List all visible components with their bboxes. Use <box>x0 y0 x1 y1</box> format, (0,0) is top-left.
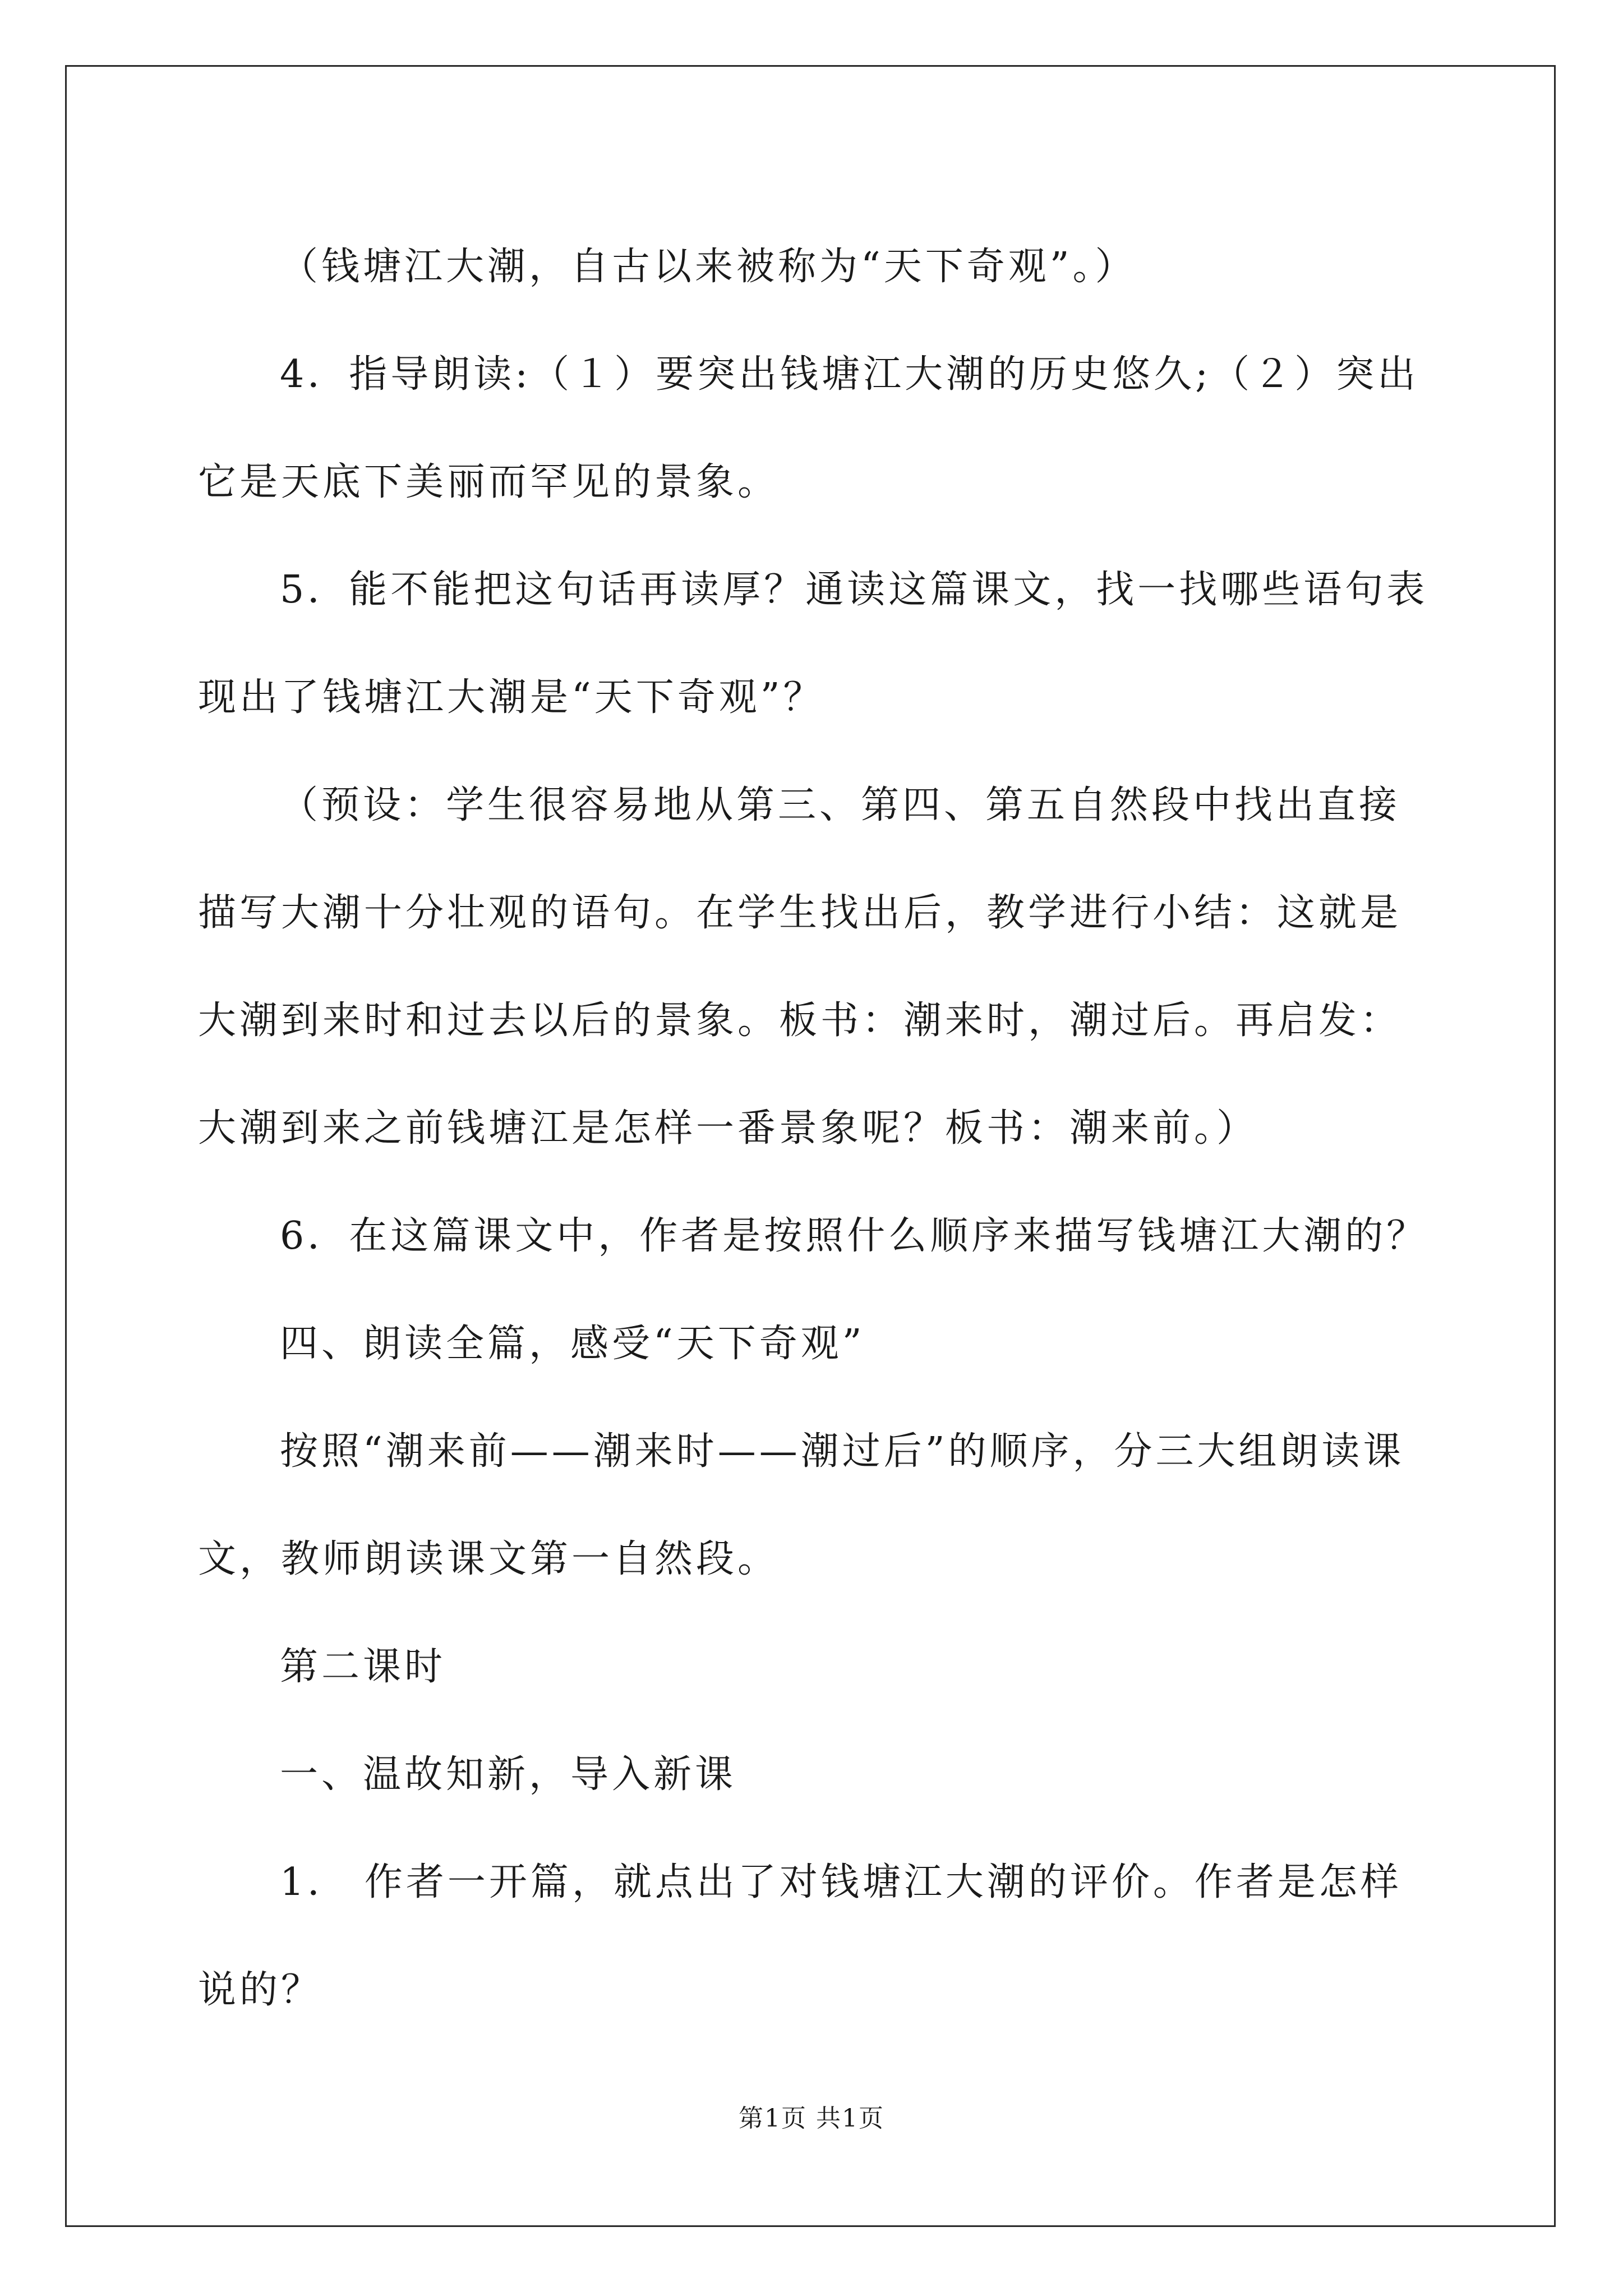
paragraph: 5．能不能把这句话再读厚？通读这篇课文，找一找哪些语句表现出了钱塘江大潮是“天下奇观”？ <box>198 568 1428 720</box>
section-heading: 一、温故知新，导入新课 <box>280 1752 737 1797</box>
page-number-footer: 第1页 共1页 <box>739 2104 884 2133</box>
lesson-heading: 第二课时 <box>280 1645 446 1689</box>
paragraph: 1． 作者一开篇，就点出了对钱塘江大潮的评价。作者是怎样说的？ <box>198 1860 1402 2012</box>
paragraph: 4．指导朗读:（１）要突出钱塘江大潮的历史悠久;（２）突出它是天底下美丽而罕见的景象。 <box>198 352 1419 504</box>
paragraph: 6．在这篇课文中，作者是按照什么顺序来描写钱塘江大潮的？ <box>280 1214 1428 1258</box>
paragraph: 按照“潮来前——潮来时——潮过后”的顺序，分三大组朗读课文，教师朗读课文第一自然段。 <box>198 1429 1405 1581</box>
paragraph: （预设：学生很容易地从第三、第四、第五自然段中找出直接描写大潮十分壮观的语句。在学生找出后，教学进行小结：这就是大潮到来时和过去以后的景象。板书：潮来时，潮过后。再启发：大潮到来之前钱塘江是怎样一番景象呢？板书：潮来前。） <box>198 783 1402 1151</box>
document-body <box>198 213 1432 2044</box>
paragraph: （钱塘江大潮，自古以来被称为“天下奇观”。） <box>280 245 1137 289</box>
section-heading: 四、朗读全篇，感受“天下奇观” <box>280 1322 865 1366</box>
